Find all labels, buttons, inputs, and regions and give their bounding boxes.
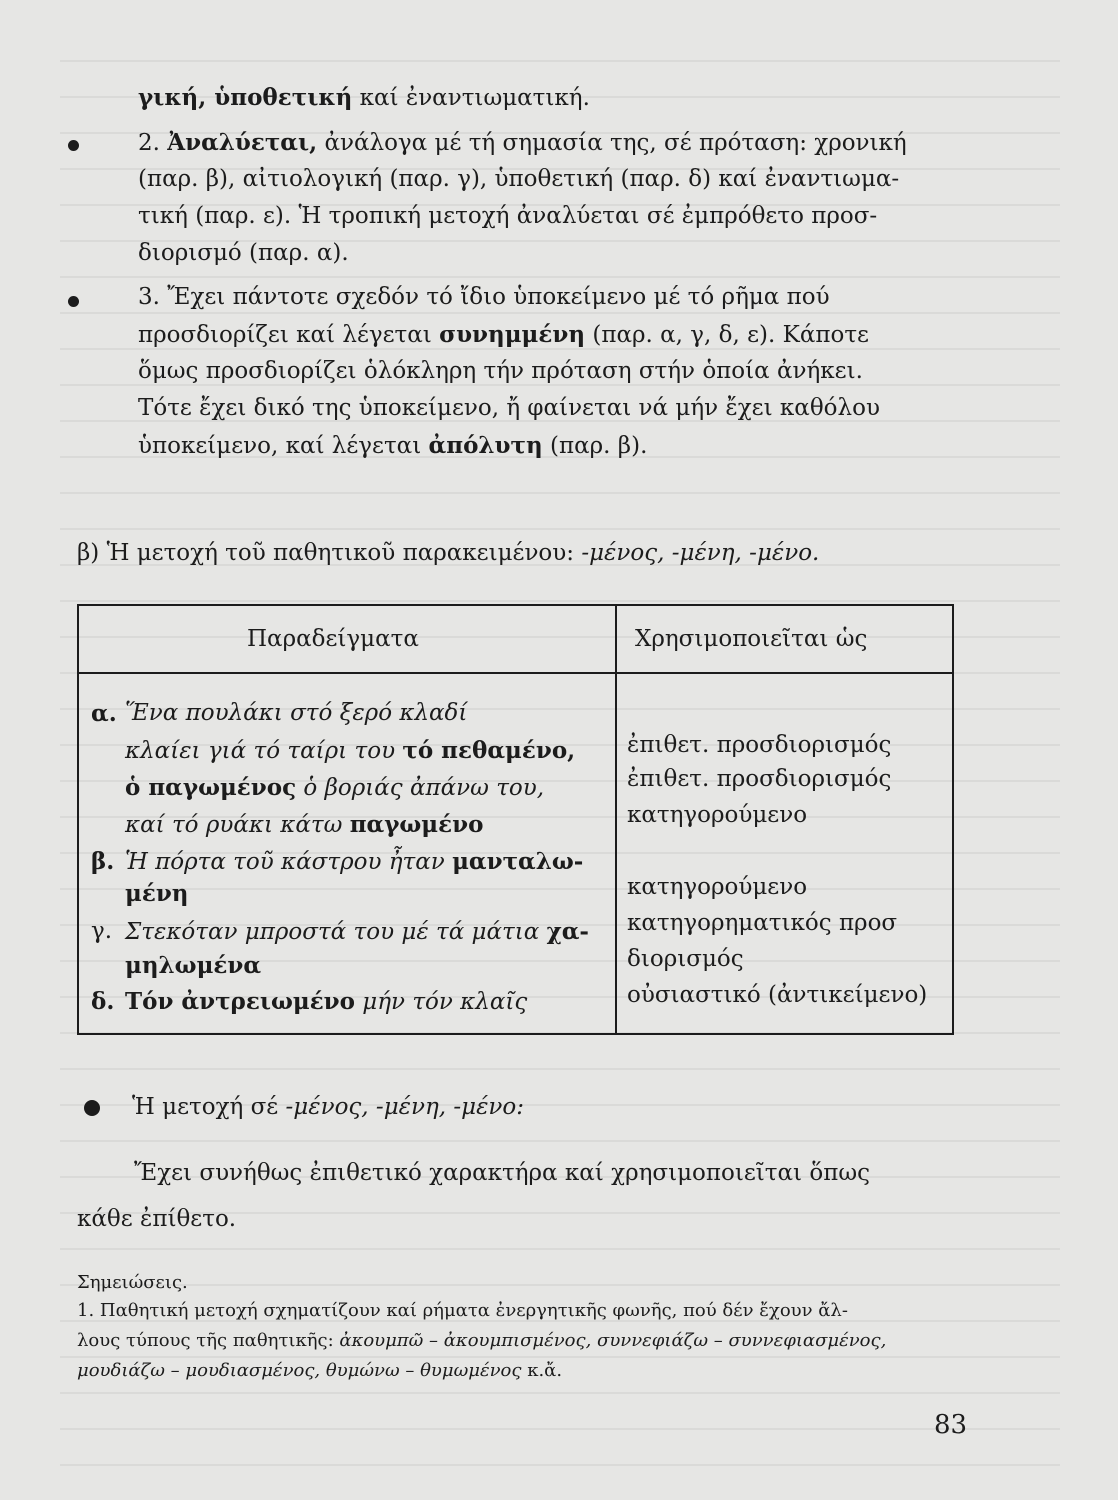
bold-term: ἀπόλυτη: [428, 432, 543, 459]
italic-term: μουδιάζω – μουδιασμένος, θυμώνω – θυμωμένος: [77, 1360, 522, 1381]
row-label: [91, 850, 114, 874]
bullet-icon: [68, 296, 79, 307]
text-line: Τότε ἔχει δικό της ὑποκείμενο, ἤ φαίνεται νά μήν ἔχει καθόλου: [138, 395, 880, 421]
text-span: ἀνάλογα μέ τή σημασία της, σέ πρόταση: χρονική: [317, 130, 907, 156]
row-label: [91, 990, 114, 1014]
text-line: [138, 323, 869, 347]
text-span: β) Ἡ μετοχή τοῦ παθητικοῦ παρακειμένου:: [77, 540, 582, 566]
italic-term: κλαίει γιά τό ταίρι του: [125, 738, 403, 764]
text-span: 2.: [138, 130, 168, 156]
bullet-icon: [84, 1100, 100, 1116]
table-cell: [125, 776, 544, 800]
page-number: 83: [934, 1410, 968, 1440]
note-line: [77, 1332, 886, 1350]
italic-term: Στεκόταν μπροστά του μέ τά μάτια: [125, 919, 547, 945]
table-cell: [125, 990, 527, 1014]
table-cell: [125, 954, 261, 978]
table-header-examples: Παραδείγματα: [247, 626, 419, 652]
table-cell: [125, 882, 189, 906]
bold-term: παγωμένο: [349, 811, 484, 838]
bold-term: μανταλω-: [452, 848, 584, 875]
table-cell: [125, 850, 583, 874]
text-line: 3. Ἔχει πάντοτε σχεδόν τό ἴδιο ὑποκείμενο μέ τό ρῆμα πού: [138, 284, 830, 310]
text-span: λους τύπους τῆς παθητικῆς:: [77, 1330, 340, 1351]
text-line: ὅμως προσδιορίζει ὁλόκληρη τήν πρόταση στήν ὁποία ἀνήκει.: [138, 358, 863, 384]
bold-term: τό πεθαμένο,: [402, 737, 576, 764]
table-cell: [125, 920, 589, 944]
text-span: προσδιορίζει καί λέγεται: [138, 322, 440, 348]
italic-term: Ἡ πόρτα τοῦ κάστρου ἦταν: [125, 849, 453, 875]
italic-term: ἀκουμπῶ – ἀκουμπισμένος, συννεφιάζω – συννεφιασμένος,: [339, 1330, 887, 1351]
table-cell: [125, 739, 575, 763]
usage-cell: ἐπιθετ. προσδιορισμός: [627, 766, 892, 792]
bold-term: β.: [91, 848, 115, 875]
text-line: κάθε ἐπίθετο.: [77, 1206, 237, 1232]
bold-term: γική, ὑποθετική: [138, 84, 353, 111]
notes-heading: Σημειώσεις.: [77, 1272, 188, 1293]
row-label: [91, 920, 112, 943]
row-label: [91, 702, 117, 726]
italic-term: ὁ βοριάς ἀπάνω του,: [296, 775, 545, 801]
text-line: (παρ. β), αἰτιολογική (παρ. γ), ὑποθετική (παρ. δ) καί ἐναντιωμα-: [138, 166, 900, 192]
bold-term: χα-: [546, 918, 589, 945]
note-line: 1. Παθητική μετοχή σχηματίζουν καί ρήματα ἐνεργητικῆς φωνῆς, πού δέν ἔχουν ἄλ-: [77, 1300, 848, 1321]
text-span: (παρ. α, γ, δ, ε). Κάποτε: [585, 322, 869, 348]
text-line: [132, 1096, 524, 1119]
table-divider: [79, 672, 952, 674]
text-line: [138, 86, 590, 110]
italic-term: Ἕνα πουλάκι στό ξερό κλαδί: [125, 700, 468, 726]
bold-term: συνημμένη: [439, 321, 586, 348]
italic-term: καί τό ρυάκι κάτω: [125, 812, 350, 838]
italic-term: -μένος, -μένη, -μένο.: [581, 540, 820, 566]
bold-term: α.: [91, 700, 117, 727]
usage-cell: κατηγορούμενο: [627, 802, 808, 828]
bold-term: Ἀναλύεται,: [167, 129, 318, 156]
text-span: Ἡ μετοχή σέ: [132, 1094, 286, 1120]
text-span: κ.ἄ.: [521, 1360, 563, 1381]
usage-cell: κατηγορούμενο: [627, 874, 808, 900]
text-line: διορισμό (παρ. α).: [138, 240, 349, 266]
table-divider: [615, 606, 617, 1033]
section-heading: [77, 542, 819, 565]
examples-table: [77, 604, 954, 1035]
table-cell: [125, 813, 483, 837]
usage-cell: ἐπιθετ. προσδιορισμός: [627, 732, 892, 758]
table-cell: [125, 702, 467, 725]
usage-cell: κατηγορηματικός προσ: [627, 910, 898, 936]
text-line: Ἔχει συνήθως ἐπιθετικό χαρακτήρα καί χρησιμοποιεῖται ὅπως: [134, 1160, 870, 1186]
bullet-icon: [68, 140, 79, 151]
italic-term: μήν τόν κλαῖς: [354, 989, 528, 1015]
text-line: [138, 434, 647, 458]
bold-term: δ.: [91, 988, 115, 1015]
text-span: γ.: [91, 918, 113, 944]
table-header-usage: Χρησιμοποιεῖται ὡς: [635, 626, 868, 652]
bold-term: Τόν ἀντρειωμένο: [125, 988, 355, 1015]
text-span: (παρ. β).: [542, 433, 648, 459]
bold-term: ὁ παγωμένος: [125, 774, 297, 801]
text-line: [138, 131, 907, 155]
bold-term: μηλωμένα: [125, 952, 262, 979]
note-line: [77, 1362, 562, 1380]
usage-cell: οὐσιαστικό (ἀντικείμενο): [627, 982, 928, 1008]
bold-term: μένη: [125, 880, 189, 907]
text-span: ὑποκείμενο, καί λέγεται: [138, 433, 429, 459]
usage-cell: διορισμός: [627, 946, 744, 972]
text-span: καί ἐναντιωματική.: [352, 85, 590, 111]
text-line: τική (παρ. ε). Ἡ τροπική μετοχή ἀναλύεται σέ ἐμπρόθετο προσ-: [138, 203, 878, 229]
italic-term: -μένος, -μένη, -μένο:: [285, 1094, 525, 1120]
